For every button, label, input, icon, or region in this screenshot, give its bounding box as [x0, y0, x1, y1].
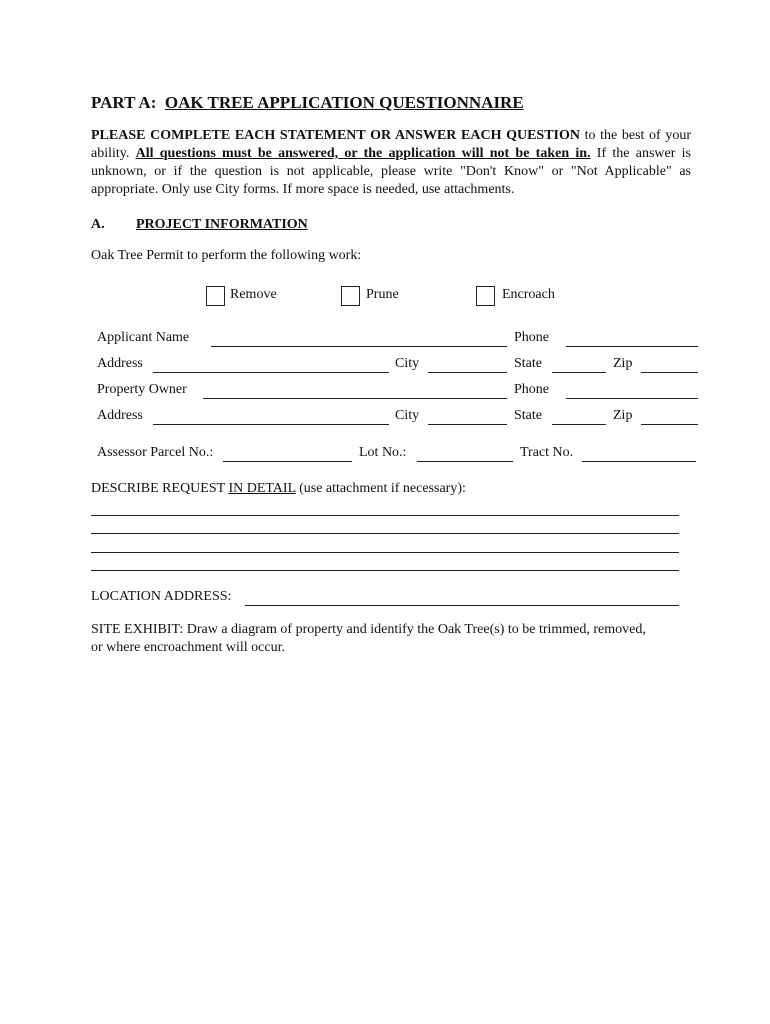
- assessor-parcel-field[interactable]: [223, 461, 352, 462]
- owner-city-field[interactable]: [428, 424, 507, 425]
- applicant-state-label: State: [514, 356, 542, 371]
- title-prefix: PART A: [91, 93, 151, 112]
- describe-suffix: (use attachment if necessary):: [295, 481, 466, 496]
- tract-no-label: Tract No.: [520, 445, 574, 460]
- instructions-paragraph: [91, 127, 691, 199]
- prune-checkbox[interactable]: [341, 286, 360, 306]
- owner-phone-field[interactable]: [566, 398, 698, 399]
- applicant-city-label: City: [395, 356, 420, 371]
- lot-no-field[interactable]: [417, 461, 513, 462]
- describe-in-detail: IN DETAIL: [228, 481, 296, 496]
- property-owner-field[interactable]: [203, 398, 507, 399]
- site-exhibit-line-1: SITE EXHIBIT: Draw a diagram of property and identify the Oak Tree(s) to be trimmed, removed,: [91, 622, 646, 637]
- encroach-label: Encroach: [502, 287, 555, 302]
- owner-address-label: Address: [97, 408, 143, 423]
- applicant-name-label: Applicant Name: [97, 330, 190, 345]
- encroach-checkbox[interactable]: [476, 286, 495, 306]
- owner-state-label: State: [514, 408, 542, 423]
- applicant-address-field[interactable]: [153, 372, 389, 373]
- applicant-state-field[interactable]: [552, 372, 606, 373]
- assessor-parcel-label: Assessor Parcel No.:: [97, 445, 214, 460]
- permit-prompt: Oak Tree Permit to perform the following work:: [91, 248, 362, 263]
- page-title: [91, 93, 524, 113]
- applicant-phone-label: Phone: [514, 330, 549, 345]
- describe-line-1[interactable]: [91, 515, 679, 516]
- describe-request-label: [91, 481, 466, 497]
- describe-prefix: DESCRIBE REQUEST: [91, 481, 229, 496]
- applicant-phone-field[interactable]: [566, 346, 698, 347]
- prune-label: Prune: [366, 287, 399, 302]
- site-exhibit-line-2: or where encroachment will occur.: [91, 640, 285, 655]
- applicant-city-field[interactable]: [428, 372, 507, 373]
- describe-line-2[interactable]: [91, 533, 679, 534]
- instructions-requirement: All questions must be answered, or the application will not be taken in.: [135, 146, 591, 161]
- instructions-bold-lead: PLEASE COMPLETE EACH STATEMENT OR ANSWER EACH QUESTION: [91, 128, 581, 143]
- describe-line-4[interactable]: [91, 570, 679, 571]
- location-address-field[interactable]: [245, 605, 679, 606]
- owner-zip-label: Zip: [613, 408, 633, 423]
- owner-city-label: City: [395, 408, 420, 423]
- property-owner-label: Property Owner: [97, 382, 187, 397]
- owner-phone-label: Phone: [514, 382, 549, 397]
- applicant-address-label: Address: [97, 356, 143, 371]
- owner-address-field[interactable]: [153, 424, 389, 425]
- applicant-name-field[interactable]: [211, 346, 507, 347]
- site-exhibit-drawing-area[interactable]: [91, 665, 679, 995]
- title-colon: :: [150, 93, 157, 112]
- applicant-zip-label: Zip: [613, 356, 633, 371]
- applicant-zip-field[interactable]: [641, 372, 698, 373]
- owner-zip-field[interactable]: [641, 424, 698, 425]
- instructions-text-2: If the answer is unknown, or if the question is not applicable, please write "Don't Know" or "Not Applicable" as appropriate. Only use City forms. If more space is needed, use attachments.: [91, 146, 691, 197]
- section-title: PROJECT INFORMATION: [136, 217, 308, 232]
- owner-state-field[interactable]: [552, 424, 606, 425]
- title-main: OAK TREE APPLICATION QUESTIONNAIRE: [164, 93, 524, 112]
- remove-checkbox[interactable]: [206, 286, 225, 306]
- remove-label: Remove: [230, 287, 277, 302]
- tract-no-field[interactable]: [582, 461, 696, 462]
- location-address-label: LOCATION ADDRESS:: [91, 589, 232, 604]
- describe-line-3[interactable]: [91, 552, 679, 553]
- lot-no-label: Lot No.:: [359, 445, 407, 460]
- section-letter: A.: [91, 217, 105, 232]
- instructions-text-1: to the best of your ability.: [91, 128, 691, 161]
